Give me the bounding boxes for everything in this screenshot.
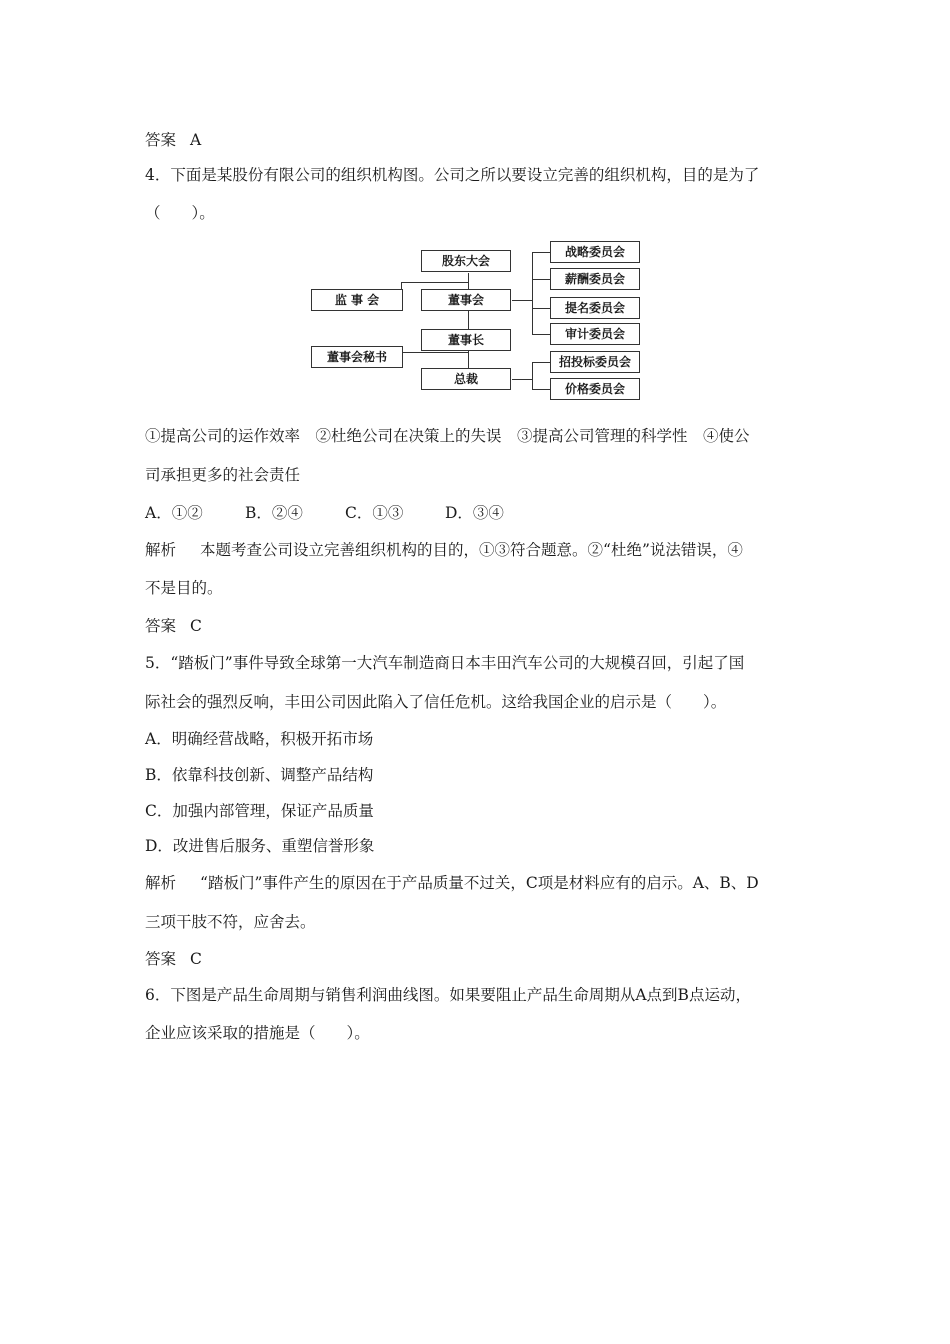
connector	[532, 362, 550, 363]
q4-option-d: D．③④	[445, 504, 504, 522]
answer-label: 答案	[145, 950, 177, 968]
q5-option-d: D．改进售后服务、重塑信誉形象	[145, 837, 375, 855]
connector	[532, 362, 533, 390]
board-of-directors-box: 董事会	[421, 289, 511, 311]
q5-stem-line2: 际社会的强烈反响，丰田公司因此陷入了信任危机。这给我国企业的启示是（ ）。	[145, 693, 727, 711]
connector	[512, 379, 532, 380]
q4-option-c: C．①③	[345, 504, 404, 522]
q5-analysis-line2: 三项干肢不符，应舍去。	[145, 913, 316, 931]
bidding-committee-box: 招投标委员会	[550, 351, 640, 373]
answer-value: C	[190, 950, 202, 968]
connector	[403, 352, 469, 353]
connector	[532, 308, 550, 309]
answer-value: C	[190, 617, 202, 635]
answer-label: 答案	[145, 131, 177, 149]
board-secretary-box: 董事会秘书	[311, 346, 403, 368]
president-box: 总裁	[421, 368, 511, 390]
analysis-label: 解析	[145, 541, 177, 559]
shareholders-meeting-box: 股东大会	[421, 250, 511, 272]
q4-statements-line2: 司承担更多的社会责任	[145, 466, 301, 484]
connector	[532, 252, 533, 334]
q4-option-a: A．①②	[145, 504, 203, 522]
q5-answer	[145, 947, 202, 969]
q4-options	[145, 501, 545, 523]
connector	[532, 389, 550, 390]
q5-stem-line1: 5．“踏板门”事件导致全球第一大汽车制造商日本丰田汽车公司的大规模召回，引起了国	[145, 654, 745, 672]
supervisory-board-box: 监 事 会	[311, 289, 403, 311]
q5-option-a: A．明确经营战略，积极开拓市场	[145, 730, 374, 748]
q4-answer	[145, 614, 202, 636]
audit-committee-box: 审计委员会	[550, 323, 640, 345]
pricing-committee-box: 价格委员会	[550, 378, 640, 400]
connector	[512, 300, 532, 301]
q4-stem-line2: （ ）。	[145, 204, 215, 222]
q4-statements-line1: ①提高公司的运作效率 ②杜绝公司在决策上的失误 ③提高公司管理的科学性 ④使公	[145, 427, 750, 445]
q4-stem-line1: 4．下面是某股份有限公司的组织机构图。公司之所以要设立完善的组织机构，目的是为了	[145, 166, 760, 184]
nomination-committee-box: 提名委员会	[550, 297, 640, 319]
q3-answer	[145, 128, 201, 150]
q6-stem-line1: 6．下图是产品生命周期与销售利润曲线图。如果要阻止产品生命周期从A点到B点运动，	[145, 986, 751, 1004]
q6-stem-line2: 企业应该采取的措施是（ ）。	[145, 1024, 370, 1042]
analysis-text: 本题考查公司设立完善组织机构的目的，①③符合题意。②“杜绝”说法错误，④	[200, 541, 743, 559]
connector	[532, 279, 550, 280]
q4-analysis-line2: 不是目的。	[145, 579, 223, 597]
connector	[532, 334, 550, 335]
chairman-box: 董事长	[421, 329, 511, 351]
q5-option-b: B．依靠科技创新、调整产品结构	[145, 766, 374, 784]
strategy-committee-box: 战略委员会	[550, 241, 640, 263]
compensation-committee-box: 薪酬委员会	[550, 268, 640, 290]
answer-label: 答案	[145, 617, 177, 635]
q5-option-c: C．加强内部管理，保证产品质量	[145, 802, 374, 820]
q4-analysis-line1	[145, 538, 743, 560]
q5-analysis-line1	[145, 871, 759, 893]
analysis-label: 解析	[145, 874, 177, 892]
q4-option-b: B．②④	[245, 504, 303, 522]
connector	[401, 282, 469, 283]
analysis-text: “踏板门”事件产生的原因在于产品质量不过关，C项是材料应有的启示。A、B、D	[200, 874, 759, 892]
connector	[532, 252, 550, 253]
answer-value: A	[190, 131, 202, 149]
